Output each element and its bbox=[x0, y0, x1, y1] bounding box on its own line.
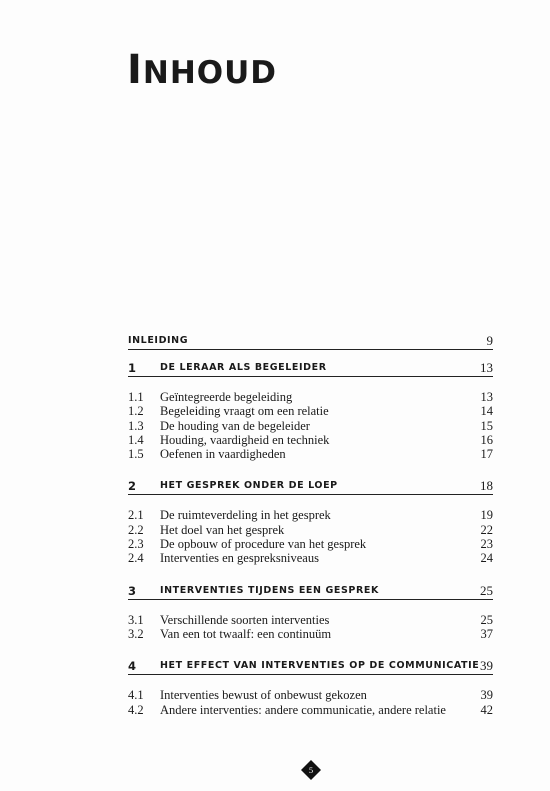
section-page: 17 bbox=[480, 447, 493, 462]
toc-divider bbox=[128, 494, 493, 495]
section-title: Andere interventies: andere communicatie, andere relatie bbox=[160, 702, 446, 717]
section-title: Van een tot twaalf: een continuüm bbox=[160, 626, 332, 641]
section-title: Houding, vaardigheid en techniek bbox=[160, 432, 330, 447]
section-number: 2.1 bbox=[128, 508, 144, 523]
chapter-page: 13 bbox=[480, 360, 493, 375]
section-number: 2.3 bbox=[128, 537, 144, 552]
section-title: Oefenen in vaardigheden bbox=[160, 447, 286, 462]
section-page: 16 bbox=[480, 432, 493, 447]
toc-section-1-1[interactable] bbox=[128, 390, 493, 404]
toc-intro-entry[interactable] bbox=[128, 333, 493, 349]
toc-section-4-1[interactable] bbox=[128, 688, 493, 702]
section-page: 39 bbox=[480, 688, 493, 703]
chapter-title: HET EFFECT VAN INTERVENTIES OP DE COMMUNICATIE bbox=[160, 660, 480, 672]
toc-section-1-4[interactable] bbox=[128, 433, 493, 447]
section-number: 2.2 bbox=[128, 522, 144, 537]
section-title: Interventies en gespreksniveaus bbox=[160, 551, 319, 566]
page-title-rest: NHOUD bbox=[142, 55, 278, 91]
toc-section-2-3[interactable] bbox=[128, 537, 493, 551]
section-title: Verschillende soorten interventies bbox=[160, 612, 330, 627]
section-title: Begeleiding vraagt om een relatie bbox=[160, 404, 329, 419]
toc-intro-page: 9 bbox=[486, 333, 493, 348]
chapter-title: DE LERAAR ALS BEGELEIDER bbox=[160, 362, 327, 373]
section-title: Interventies bewust of onbewust gekozen bbox=[160, 688, 367, 703]
section-page: 37 bbox=[480, 626, 493, 641]
toc-section-4-2[interactable] bbox=[128, 703, 493, 717]
toc-chapter-4[interactable] bbox=[128, 658, 493, 674]
section-number: 1.1 bbox=[128, 390, 144, 404]
section-page: 13 bbox=[480, 390, 493, 404]
toc-section-3-1[interactable] bbox=[128, 613, 493, 627]
toc-section-1-3[interactable] bbox=[128, 419, 493, 433]
toc-chapter-1[interactable] bbox=[128, 360, 493, 376]
chapter-number: 4 bbox=[128, 659, 137, 674]
page-number: 5 bbox=[308, 765, 314, 775]
section-number: 3.1 bbox=[128, 612, 144, 627]
page-title bbox=[127, 47, 278, 93]
toc-section-2-1[interactable] bbox=[128, 508, 493, 522]
section-title: De houding van de begeleider bbox=[160, 418, 310, 433]
page-title-initial: I bbox=[127, 47, 143, 93]
section-title: Geïntegreerde begeleiding bbox=[160, 390, 293, 404]
chapter-1-sections bbox=[128, 390, 493, 461]
section-title: De opbouw of procedure van het gesprek bbox=[160, 537, 367, 552]
toc-chapter-3[interactable] bbox=[128, 583, 493, 599]
toc-section-2-2[interactable] bbox=[128, 523, 493, 537]
section-number: 4.2 bbox=[128, 702, 144, 717]
toc-chapter-2[interactable] bbox=[128, 478, 493, 494]
section-number: 4.1 bbox=[128, 688, 144, 703]
section-page: 24 bbox=[480, 551, 493, 566]
section-page: 42 bbox=[480, 702, 493, 717]
section-page: 19 bbox=[480, 508, 493, 523]
section-number: 1.5 bbox=[128, 447, 144, 462]
toc-section-1-5[interactable] bbox=[128, 447, 493, 461]
toc-section-1-2[interactable] bbox=[128, 404, 493, 418]
chapter-number: 3 bbox=[128, 583, 137, 598]
section-number: 1.2 bbox=[128, 404, 144, 419]
chapter-page: 18 bbox=[480, 478, 493, 494]
toc-divider bbox=[128, 599, 493, 600]
chapter-page: 25 bbox=[480, 582, 493, 598]
toc-divider bbox=[128, 376, 493, 377]
chapter-2-sections bbox=[128, 508, 493, 565]
toc-section-3-2[interactable] bbox=[128, 627, 493, 641]
section-number: 1.3 bbox=[128, 418, 144, 433]
toc-section-2-4[interactable] bbox=[128, 551, 493, 565]
section-page: 14 bbox=[480, 404, 493, 419]
chapter-title: INTERVENTIES TIJDENS EEN GESPREK bbox=[160, 584, 379, 596]
section-number: 3.2 bbox=[128, 626, 144, 641]
section-title: Het doel van het gesprek bbox=[160, 522, 285, 537]
chapter-3-sections bbox=[128, 613, 493, 642]
section-title: De ruimteverdeling in het gesprek bbox=[160, 508, 331, 523]
chapter-title: HET GESPREK ONDER DE LOEP bbox=[160, 480, 338, 492]
toc-divider bbox=[128, 674, 493, 675]
chapter-number: 1 bbox=[128, 361, 137, 375]
chapter-page: 39 bbox=[480, 658, 493, 674]
chapter-number: 2 bbox=[128, 479, 137, 494]
page-number-badge bbox=[301, 760, 321, 780]
section-page: 25 bbox=[480, 612, 493, 627]
section-number: 1.4 bbox=[128, 432, 144, 447]
toc-intro-title: INLEIDING bbox=[128, 335, 189, 346]
section-page: 22 bbox=[480, 522, 493, 537]
section-page: 23 bbox=[480, 537, 493, 552]
toc-divider bbox=[128, 349, 493, 350]
table-of-contents bbox=[128, 333, 493, 717]
chapter-4-sections bbox=[128, 688, 493, 717]
section-number: 2.4 bbox=[128, 551, 144, 566]
section-page: 15 bbox=[480, 418, 493, 433]
